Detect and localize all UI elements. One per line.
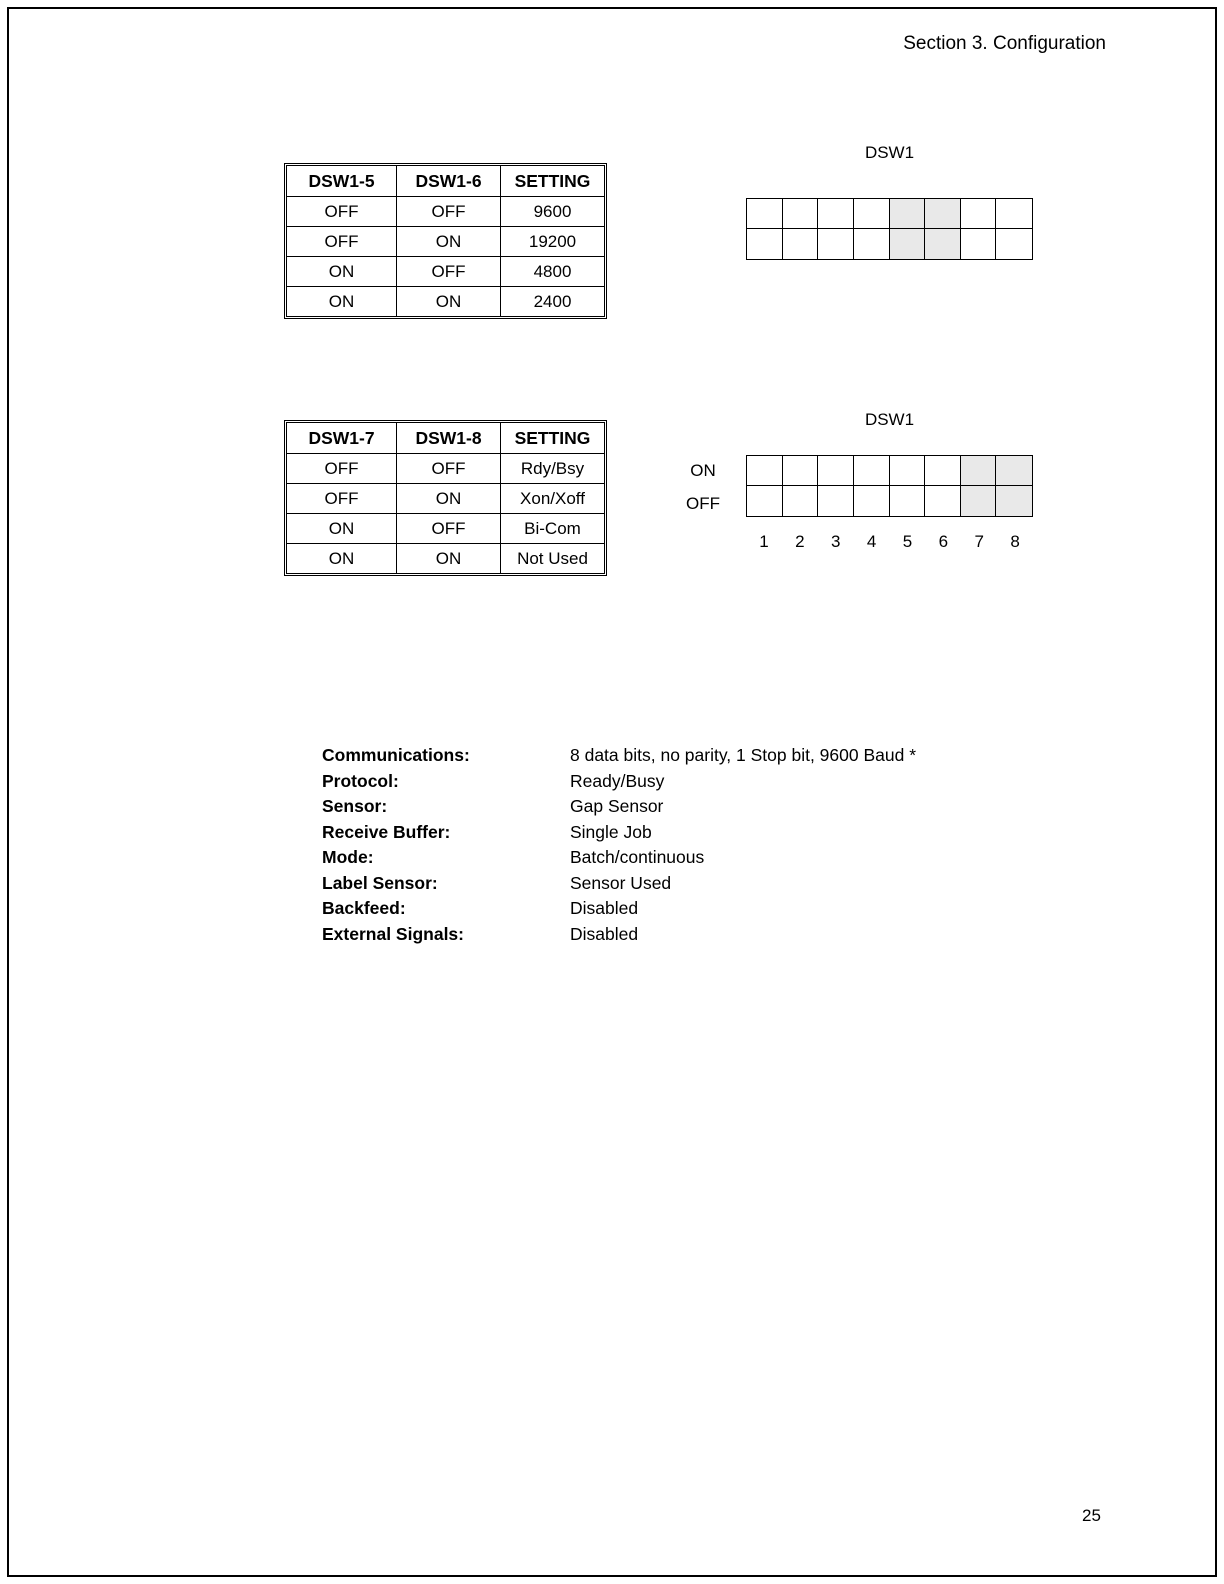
dip-position-number: 2 (795, 532, 805, 551)
setting-value: Disabled (570, 923, 639, 944)
dip-position-number: 3 (830, 532, 841, 551)
table-cell: Bi-Com (501, 514, 605, 544)
off-label: OFF (686, 494, 720, 513)
dip-switch-cell (925, 456, 961, 486)
setting-row (322, 871, 916, 897)
dip-position-number: 6 (938, 532, 949, 551)
setting-value: Single Job (570, 821, 652, 842)
table-row (287, 287, 605, 317)
table-header-row (287, 166, 605, 197)
setting-row (322, 769, 916, 795)
setting-row (322, 794, 916, 820)
table-cell: Xon/Xoff (501, 484, 605, 514)
table-cell: ON (397, 544, 501, 574)
column-header: SETTING (501, 166, 605, 197)
baud-rate-table (284, 163, 607, 319)
setting-value: Sensor Used (570, 872, 672, 893)
dip-switch-cell (961, 456, 997, 486)
table-cell: OFF (287, 227, 397, 257)
table-cell: 9600 (501, 197, 605, 227)
table-row (287, 514, 605, 544)
dip-switch-cell (747, 229, 783, 259)
table-cell: ON (397, 484, 501, 514)
dip-position-number: 1 (759, 532, 769, 551)
dip-switch-cell (783, 229, 819, 259)
dip-switch-cell (890, 486, 926, 516)
page-number: 25 (1082, 1506, 1101, 1525)
dip-switch-cell (961, 229, 997, 259)
setting-row (322, 820, 916, 846)
table-cell: Not Used (501, 544, 605, 574)
dip-switch-diagram-baud (746, 198, 1033, 260)
setting-value: Ready/Busy (570, 770, 665, 791)
table-cell: ON (287, 514, 397, 544)
dip-switch-cell (890, 456, 926, 486)
table-cell: 2400 (501, 287, 605, 317)
table-header-row (287, 423, 605, 454)
column-header: DSW1-6 (397, 166, 501, 197)
dip-switch-cell (783, 199, 819, 229)
column-header: DSW1-5 (287, 166, 397, 197)
setting-label: Backfeed: (322, 898, 406, 918)
dip-switch-diagram-protocol (746, 455, 1033, 517)
dip-switch-cell (961, 199, 997, 229)
dip-switch-cell (854, 229, 890, 259)
dip-switch-cell (996, 229, 1032, 259)
table-cell: OFF (397, 454, 501, 484)
setting-value: 8 data bits, no parity, 1 Stop bit, 9600 Baud * (570, 745, 917, 765)
table-row (287, 544, 605, 574)
dip-switch-cell (925, 199, 961, 229)
dip-position-numbers (746, 532, 1033, 552)
dip-switch-title: DSW1 (864, 410, 915, 429)
setting-row (322, 743, 916, 769)
setting-label: Communications: (322, 745, 470, 765)
setting-label: Protocol: (322, 770, 399, 791)
dip-switch-cell (890, 199, 926, 229)
setting-label: Mode: (322, 847, 374, 867)
dip-switch-cell (818, 229, 854, 259)
dip-switch-cell (925, 486, 961, 516)
setting-row (322, 922, 916, 948)
dip-position-number: 7 (974, 532, 984, 551)
setting-label: Receive Buffer: (322, 821, 451, 842)
column-header: SETTING (501, 423, 605, 454)
on-label: ON (690, 461, 716, 480)
dip-switch-cell (818, 486, 854, 516)
dip-switch-cell (890, 229, 926, 259)
setting-label: Sensor: (322, 796, 388, 816)
table-cell: Rdy/Bsy (501, 454, 605, 484)
table-row (287, 454, 605, 484)
table-cell: OFF (397, 197, 501, 227)
dip-position-number: 5 (902, 532, 913, 551)
table-cell: OFF (287, 484, 397, 514)
dip-switch-cell (996, 486, 1032, 516)
setting-value: Gap Sensor (570, 796, 664, 816)
dip-switch-cell (783, 486, 819, 516)
dip-switch-cell (996, 456, 1032, 486)
dip-switch-cell (747, 456, 783, 486)
dip-switch-title: DSW1 (864, 143, 915, 162)
dip-switch-cell (854, 199, 890, 229)
dip-switch-cell (747, 199, 783, 229)
dip-switch-cell (818, 199, 854, 229)
table-cell: ON (287, 257, 397, 287)
table-cell: 19200 (501, 227, 605, 257)
table-cell: OFF (397, 257, 501, 287)
dip-switch-cell (818, 456, 854, 486)
column-header: DSW1-7 (287, 423, 397, 454)
dip-position-number: 4 (866, 532, 877, 551)
dip-switch-cell (925, 229, 961, 259)
table-row (287, 197, 605, 227)
table-cell: ON (397, 227, 501, 257)
dip-switch-cell (854, 456, 890, 486)
dip-switch-cell (854, 486, 890, 516)
table-cell: ON (287, 544, 397, 574)
setting-value: Disabled (570, 898, 639, 918)
default-settings-list (322, 743, 916, 947)
table-cell: OFF (397, 514, 501, 544)
dip-switch-cell (996, 199, 1032, 229)
table-cell: ON (397, 287, 501, 317)
table-row (287, 257, 605, 287)
dip-switch-cell (783, 456, 819, 486)
setting-value: Batch/continuous (570, 847, 705, 867)
table-row (287, 484, 605, 514)
setting-label: External Signals: (322, 923, 464, 944)
table-row (287, 227, 605, 257)
setting-row (322, 896, 916, 922)
setting-label: Label Sensor: (322, 872, 438, 893)
protocol-table (284, 420, 607, 576)
table-cell: 4800 (501, 257, 605, 287)
table-cell: OFF (287, 454, 397, 484)
dip-switch-cell (747, 486, 783, 516)
column-header: DSW1-8 (397, 423, 501, 454)
setting-row (322, 845, 916, 871)
table-cell: ON (287, 287, 397, 317)
table-cell: OFF (287, 197, 397, 227)
section-header: Section 3. Configuration (903, 33, 1106, 54)
dip-switch-cell (961, 486, 997, 516)
dip-position-number: 8 (1010, 532, 1020, 551)
